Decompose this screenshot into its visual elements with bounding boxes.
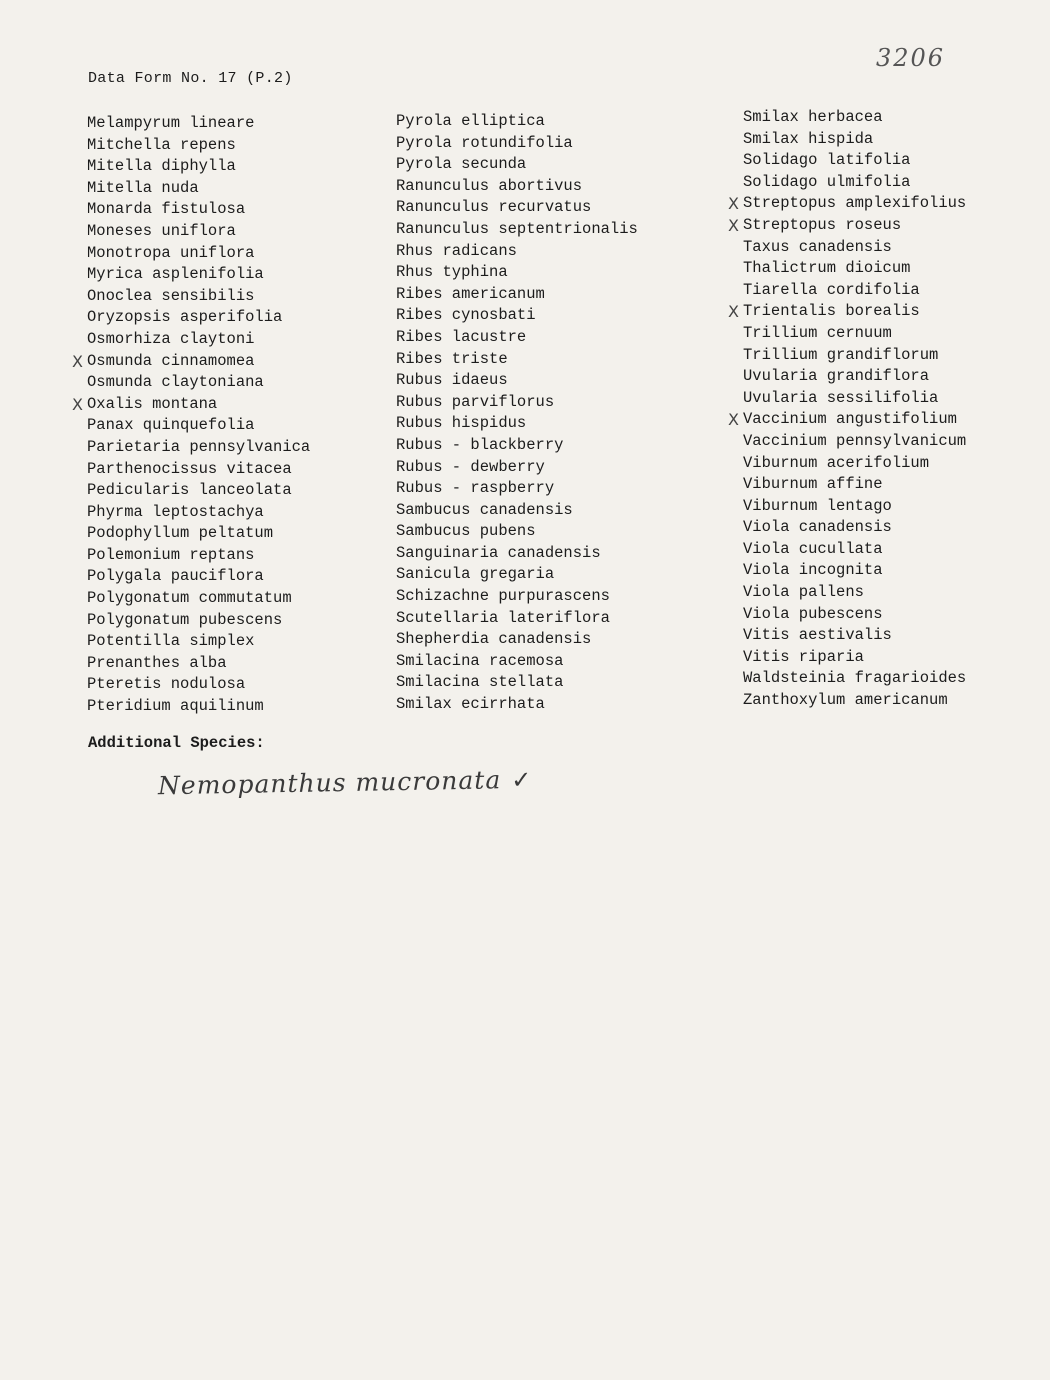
- species-list-item: [396, 241, 638, 263]
- species-list-item: [396, 694, 638, 716]
- species-list-item: [743, 258, 966, 280]
- species-list-item: [396, 435, 638, 457]
- species-list-item: [743, 690, 966, 712]
- species-list-item: [743, 496, 966, 518]
- species-name: Phyrma leptostachya: [87, 502, 264, 521]
- species-column-3: [728, 107, 967, 712]
- species-name: Rubus parviflorus: [396, 392, 555, 411]
- x-mark-icon: X: [728, 410, 739, 430]
- x-mark-icon: X: [72, 351, 83, 371]
- species-name: Osmunda cinnamomea: [87, 351, 255, 370]
- species-name: Rubus - dewberry: [396, 457, 545, 476]
- species-name: Vitis riparia: [743, 647, 864, 666]
- species-name: Polygonatum pubescens: [87, 610, 283, 629]
- species-list-item: [743, 323, 966, 345]
- species-list-item: [743, 668, 966, 690]
- species-name: Rubus hispidus: [396, 414, 527, 433]
- species-name: Uvularia grandiflora: [743, 367, 930, 386]
- species-list-item: [743, 647, 966, 669]
- species-list-item: [396, 478, 638, 500]
- species-name: Smilacina racemosa: [396, 651, 564, 670]
- species-name: Rhus typhina: [396, 263, 508, 282]
- species-list-item: [87, 178, 310, 200]
- species-list-item: [728, 215, 966, 237]
- species-list-item: [87, 566, 310, 588]
- species-name: Myrica asplenifolia: [87, 265, 264, 284]
- species-name: Smilax herbacea: [743, 108, 883, 126]
- species-list-item: [396, 543, 638, 565]
- species-name: Zanthoxylum americanum: [743, 691, 948, 710]
- species-name: Rubus - blackberry: [396, 435, 564, 454]
- species-list-item: [87, 415, 310, 437]
- species-list-item: [396, 154, 638, 176]
- species-list-item: [743, 150, 966, 172]
- species-list-item: [743, 539, 966, 561]
- species-list-item: [87, 372, 310, 394]
- species-name: Viola incognita: [743, 561, 883, 580]
- species-name: Thalictrum dioicum: [743, 259, 911, 278]
- species-name: Monarda fistulosa: [87, 200, 246, 219]
- species-list-item: [728, 409, 966, 431]
- species-name: Vitis aestivalis: [743, 626, 892, 645]
- handwritten-additional-species: [158, 765, 533, 801]
- species-list-item: [396, 672, 638, 694]
- species-name: Rhus radicans: [396, 241, 517, 260]
- species-list-item: [87, 307, 310, 329]
- species-list-item: [87, 135, 310, 157]
- species-name: Trientalis borealis: [743, 302, 920, 321]
- species-name: Sanguinaria canadensis: [396, 543, 601, 562]
- species-list-item: [87, 480, 310, 502]
- species-list-item: [87, 459, 310, 481]
- species-list-item: [396, 521, 638, 543]
- species-name: Monotropa uniflora: [87, 243, 255, 262]
- species-list-item: [396, 651, 638, 673]
- species-list-item: [396, 392, 638, 414]
- species-name: Mitchella repens: [87, 135, 236, 154]
- species-name: Ribes cynosbati: [396, 306, 536, 325]
- species-list-item: [728, 193, 967, 215]
- species-list-item: [87, 329, 310, 351]
- form-title: Data Form No. 17 (P.2): [88, 70, 293, 87]
- species-list-item: [743, 582, 966, 604]
- species-name: Pedicularis lanceolata: [87, 481, 292, 500]
- species-name: Solidago latifolia: [743, 151, 911, 170]
- species-name: Ribes lacustre: [396, 327, 527, 346]
- x-mark-icon: X: [72, 394, 83, 414]
- species-name: Melampyrum lineare: [87, 114, 255, 132]
- species-list-item: [743, 453, 966, 475]
- species-list-item: [87, 588, 310, 610]
- species-list-item: [87, 653, 310, 675]
- species-name: Pteridium aquilinum: [87, 697, 264, 716]
- species-list-item: [87, 610, 310, 632]
- species-name: Uvularia sessilifolia: [743, 388, 939, 407]
- species-list-item: [396, 629, 638, 651]
- species-list-item: [743, 560, 966, 582]
- species-list-item: [396, 327, 638, 349]
- species-name: Pteretis nodulosa: [87, 675, 246, 694]
- species-list-item: [87, 437, 310, 459]
- species-name: Sambucus pubens: [396, 522, 536, 541]
- species-name: Onoclea sensibilis: [87, 286, 255, 305]
- species-name: Polemonium reptans: [87, 545, 255, 564]
- species-name: Viola canadensis: [743, 518, 892, 537]
- species-name: Vaccinium pennsylvanicum: [743, 431, 967, 450]
- species-list-item: [396, 457, 638, 479]
- species-name: Trillium cernuum: [743, 323, 892, 342]
- species-list-item: [743, 172, 966, 194]
- species-list-item: [396, 586, 638, 608]
- species-list-item: [87, 674, 310, 696]
- species-name: Pyrola elliptica: [396, 112, 545, 130]
- species-list-item: [87, 243, 310, 265]
- species-column-2: [396, 111, 638, 716]
- species-list-item: [87, 523, 310, 545]
- species-list-item: [743, 625, 966, 647]
- species-list-item: [743, 604, 966, 626]
- species-list-item: [396, 564, 638, 586]
- species-name: Streptopus roseus: [743, 215, 902, 234]
- species-list-item: [396, 111, 638, 133]
- species-name: Tiarella cordifolia: [743, 280, 920, 299]
- species-list-item: [87, 696, 310, 718]
- species-list-item: [87, 545, 310, 567]
- x-mark-icon: X: [728, 302, 739, 322]
- species-list-item: [743, 431, 966, 453]
- species-name: Vaccinium angustifolium: [743, 410, 957, 429]
- species-name: Taxus canadensis: [743, 237, 892, 256]
- species-name: Viburnum lentago: [743, 496, 892, 515]
- species-name: Solidago ulmifolia: [743, 172, 911, 191]
- species-list-item: [743, 345, 966, 367]
- species-list-item: [396, 176, 638, 198]
- species-list-item: [87, 286, 310, 308]
- species-name: Schizachne purpurascens: [396, 587, 610, 606]
- species-column-1: [72, 113, 311, 718]
- species-name: Scutellaria lateriflora: [396, 608, 610, 627]
- species-list-item: [396, 262, 638, 284]
- species-name: Parthenocissus vitacea: [87, 459, 292, 478]
- species-list-item: [743, 517, 966, 539]
- species-name: Parietaria pennsylvanica: [87, 437, 311, 456]
- species-list-item: [87, 631, 310, 653]
- species-name: Ranunculus recurvatus: [396, 198, 592, 217]
- species-list-item: [87, 264, 310, 286]
- species-name: Waldsteinia fragarioides: [743, 669, 967, 688]
- species-name: Pyrola secunda: [396, 155, 527, 174]
- species-name: Ribes triste: [396, 349, 508, 368]
- species-name: Moneses uniflora: [87, 221, 236, 240]
- species-name: Rubus - raspberry: [396, 479, 555, 498]
- species-name: Streptopus amplexifolius: [743, 194, 967, 213]
- species-list-item: [743, 237, 966, 259]
- species-name: Viola pallens: [743, 583, 864, 602]
- species-list-item: [396, 370, 638, 392]
- species-name: Sambucus canadensis: [396, 500, 573, 519]
- additional-species-label: Additional Species:: [88, 734, 265, 752]
- species-name: Osmunda claytoniana: [87, 373, 264, 392]
- species-name: Oxalis montana: [87, 394, 218, 413]
- species-list-item: [87, 221, 310, 243]
- species-name: Pyrola rotundifolia: [396, 133, 573, 152]
- species-list-item: [396, 500, 638, 522]
- species-list-item: [728, 301, 966, 323]
- species-name: Polygonatum commutatum: [87, 589, 292, 608]
- species-list-item: [743, 107, 966, 129]
- species-name: Viola cucullata: [743, 539, 883, 558]
- species-name: Rubus idaeus: [396, 371, 508, 390]
- species-name: Mitella diphylla: [87, 157, 236, 176]
- species-name: Potentilla simplex: [87, 632, 255, 651]
- handwritten-page-number: 3206: [876, 44, 946, 72]
- species-name: Podophyllum peltatum: [87, 524, 274, 543]
- species-list-item: [743, 129, 966, 151]
- species-name: Viola pubescens: [743, 604, 883, 623]
- species-list-item: [72, 351, 310, 373]
- species-name: Smilax hispida: [743, 129, 874, 148]
- species-list-item: [396, 305, 638, 327]
- species-name: Ribes americanum: [396, 284, 545, 303]
- species-name: Viburnum affine: [743, 475, 883, 494]
- species-list-item: [396, 608, 638, 630]
- species-name: Trillium grandiflorum: [743, 345, 939, 364]
- species-list-item: [87, 199, 310, 221]
- species-name: Shepherdia canadensis: [396, 630, 592, 649]
- species-list-item: [87, 156, 310, 178]
- species-name: Ranunculus septentrionalis: [396, 219, 638, 238]
- check-tick-icon: ✓: [510, 765, 533, 795]
- species-list-item: [396, 349, 638, 371]
- species-list-item: [72, 394, 310, 416]
- species-list-item: [743, 474, 966, 496]
- species-name: Osmorhiza claytoni: [87, 329, 255, 348]
- species-list-item: [743, 388, 966, 410]
- species-name: Sanicula gregaria: [396, 565, 555, 584]
- species-list-item: [396, 219, 638, 241]
- species-list-item: [396, 413, 638, 435]
- species-name: Polygala pauciflora: [87, 567, 264, 586]
- species-list-item: [396, 284, 638, 306]
- species-name: Viburnum acerifolium: [743, 453, 930, 472]
- species-list-item: [743, 366, 966, 388]
- species-name: Smilacina stellata: [396, 673, 564, 692]
- species-list-item: [396, 133, 638, 155]
- x-mark-icon: X: [728, 194, 739, 214]
- species-name: Ranunculus abortivus: [396, 176, 583, 195]
- species-name: Prenanthes alba: [87, 653, 227, 672]
- species-name: Smilax ecirrhata: [396, 695, 545, 714]
- species-list-item: [87, 113, 310, 135]
- species-list-item: [87, 502, 310, 524]
- species-list-item: [743, 280, 966, 302]
- species-name: Panax quinquefolia: [87, 416, 255, 435]
- handwritten-species-name: Nemopanthus mucronata: [157, 765, 502, 801]
- species-name: Oryzopsis asperifolia: [87, 308, 283, 327]
- species-list-item: [396, 197, 638, 219]
- species-name: Mitella nuda: [87, 178, 199, 197]
- x-mark-icon: X: [728, 215, 739, 235]
